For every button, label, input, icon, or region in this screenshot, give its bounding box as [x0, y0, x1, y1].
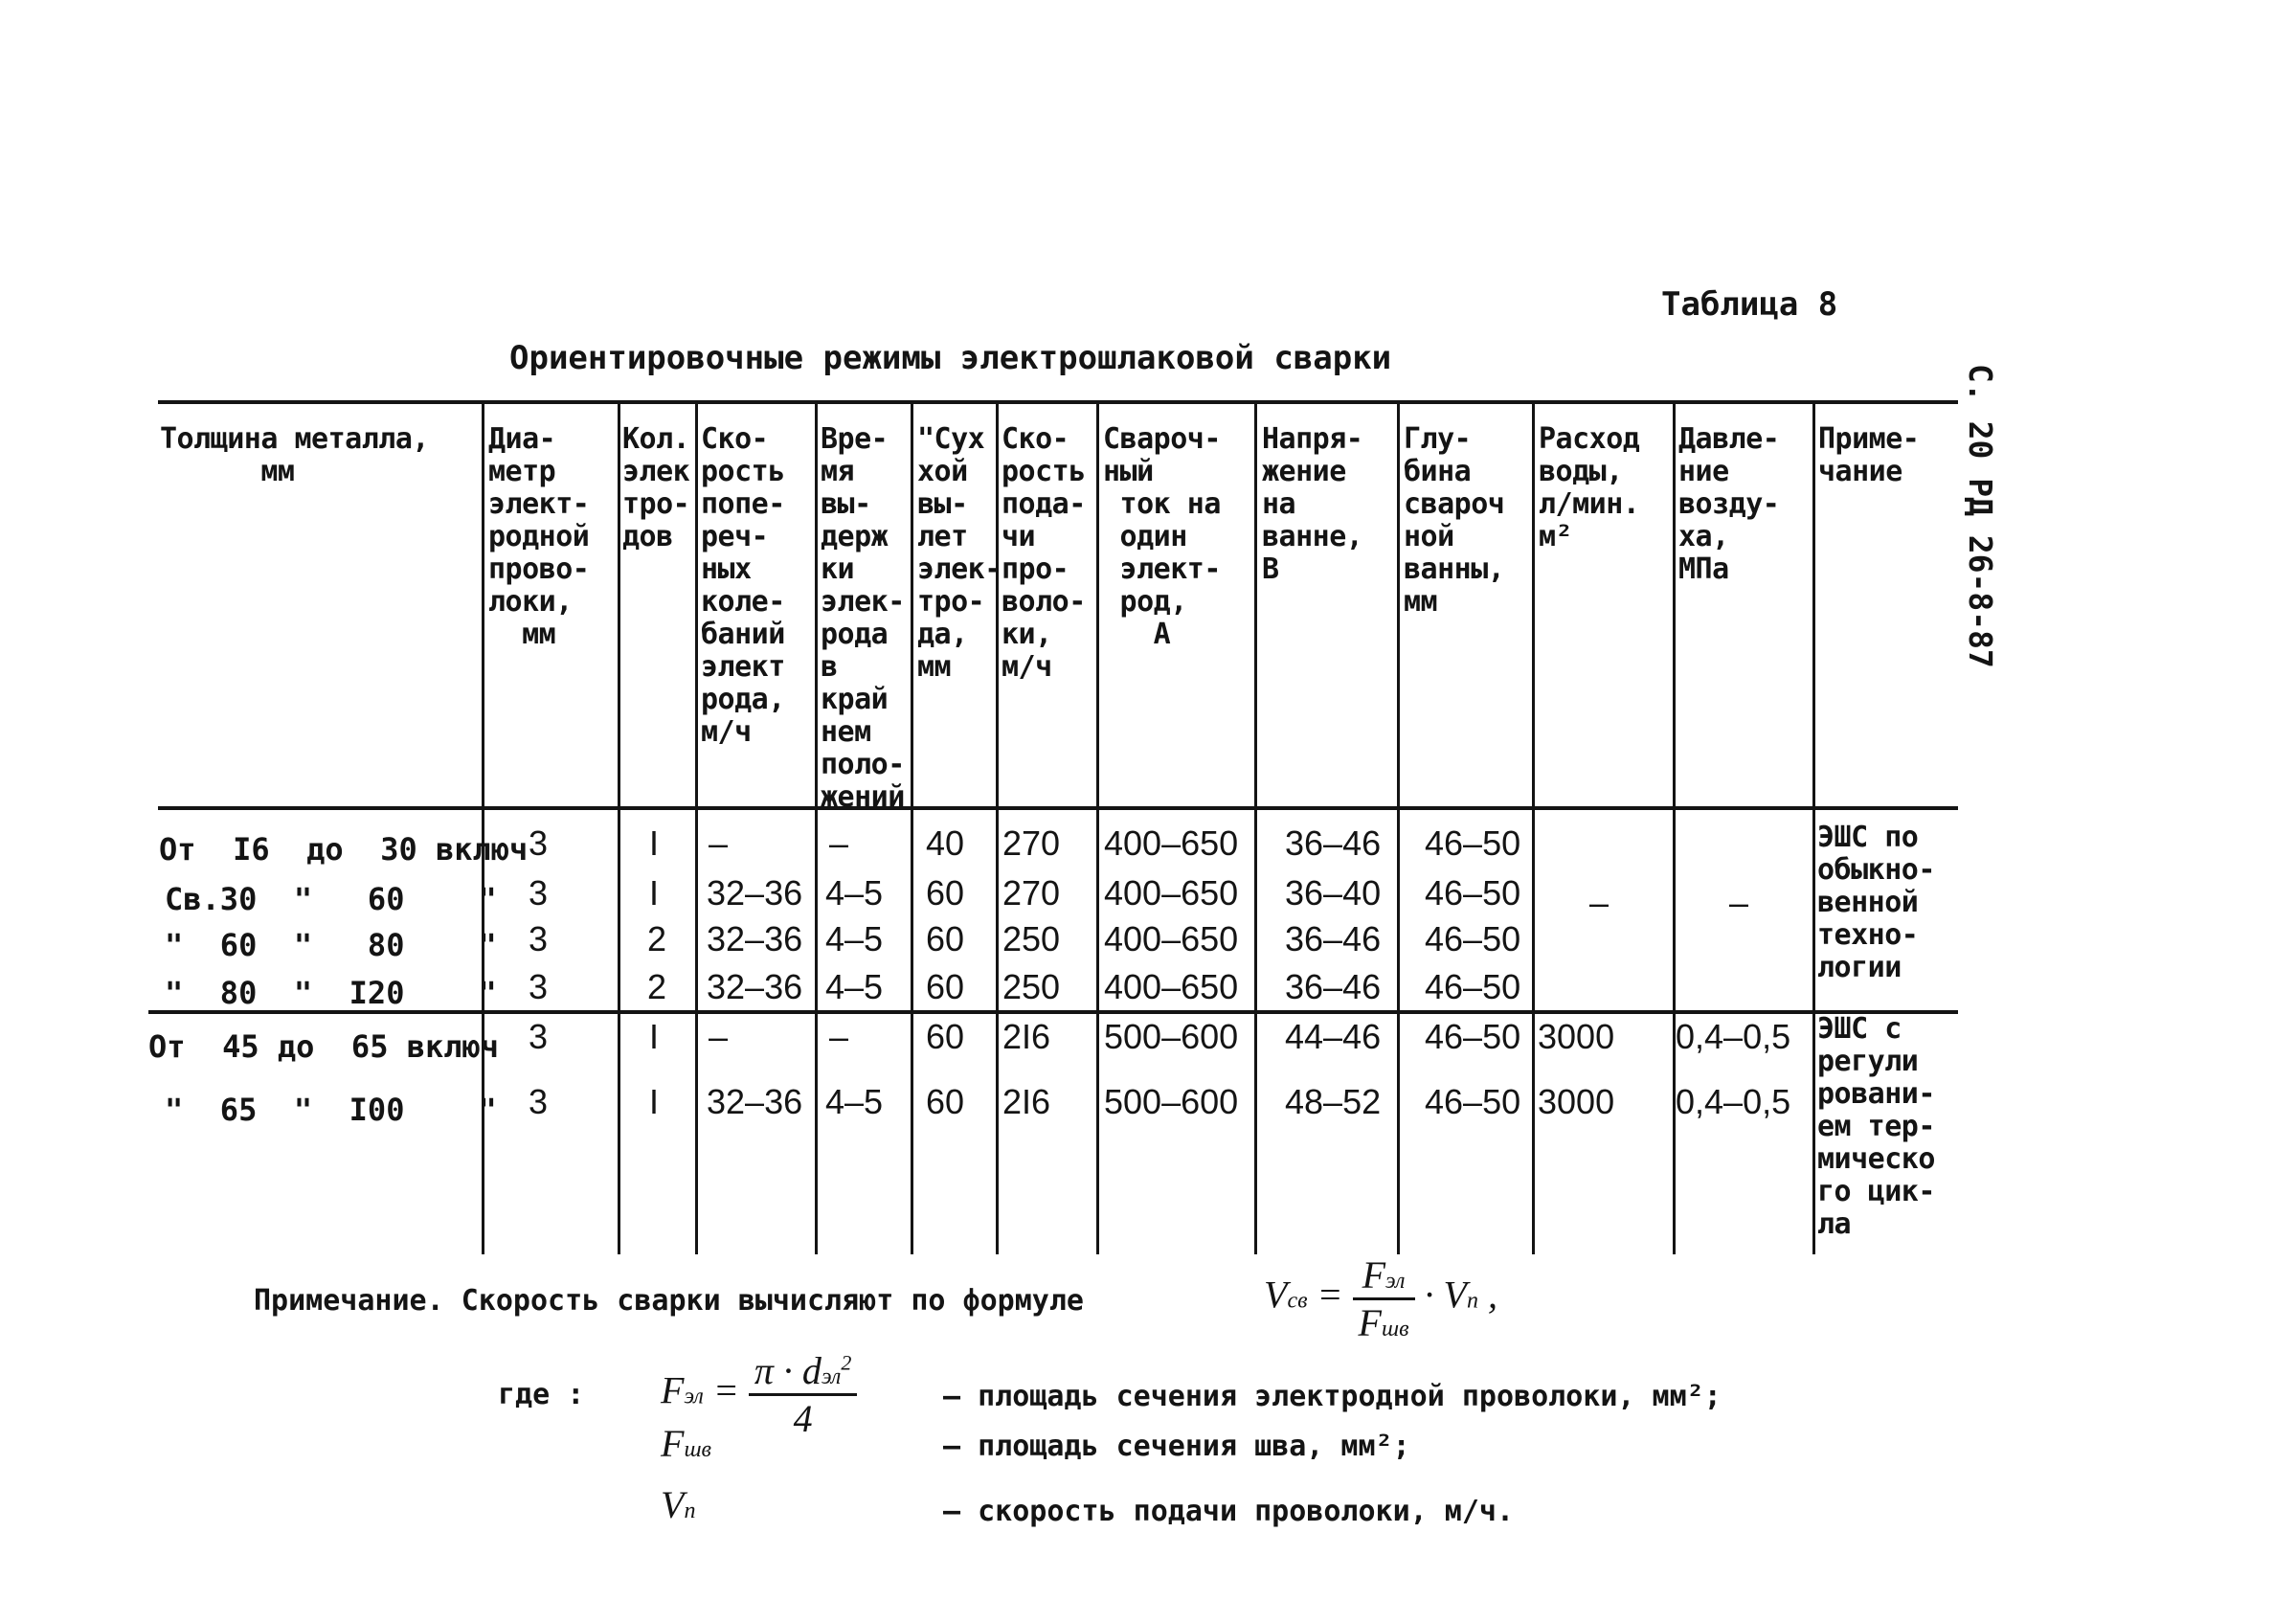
cell-feed: 250	[1002, 919, 1061, 958]
cell-thickness: " 65 " I00 "	[165, 1092, 497, 1128]
cell-current: 400–650	[1104, 919, 1239, 958]
cell-dwell: 4–5	[825, 1082, 884, 1121]
cell-feed: 2I6	[1002, 1082, 1051, 1121]
cell-count: I	[649, 823, 660, 863]
cell-current: 400–650	[1104, 967, 1239, 1006]
cell-current: 500–600	[1104, 1017, 1239, 1056]
cell-voltage: 44–46	[1285, 1017, 1382, 1056]
cell-count: 2	[647, 919, 667, 958]
cell-diameter: 3	[529, 1017, 549, 1056]
cell-note-group2: ЭШС с регули ровани- ем тер- мическо го цик- ла	[1817, 1012, 1935, 1241]
cell-thickness: От I6 до 30 включ	[159, 831, 529, 868]
header-feed-speed: Ско- рость пода- чи про- воло- ки, м/ч	[1002, 422, 1086, 684]
cell-oscillation: –	[709, 1017, 729, 1056]
note-text: Примечание. Скорость сварки вычисляют по формуле	[254, 1284, 1084, 1318]
column-rule	[1812, 402, 1815, 1254]
cell-feed: 2I6	[1002, 1017, 1051, 1056]
cell-diameter: 3	[529, 1082, 549, 1121]
column-rule	[1397, 402, 1400, 1254]
header-voltage: Напря- жение на ванне, В	[1262, 422, 1363, 586]
cell-stickout: 60	[926, 1017, 965, 1056]
cell-thickness: Св.30 " 60 "	[165, 881, 497, 917]
column-rule	[1673, 402, 1676, 1254]
header-pool-depth: Глу- бина свароч ной ванны, мм	[1404, 422, 1505, 619]
column-rule	[1254, 402, 1257, 1254]
cell-current: 500–600	[1104, 1082, 1239, 1121]
cell-dwell: 4–5	[825, 967, 884, 1006]
cell-current: 400–650	[1104, 823, 1239, 863]
cell-diameter: 3	[529, 823, 549, 863]
cell-voltage: 36–40	[1285, 873, 1382, 913]
cell-diameter: 3	[529, 919, 549, 958]
cell-feed: 250	[1002, 967, 1061, 1006]
cell-water: 3000	[1538, 1017, 1615, 1056]
cell-diameter: 3	[529, 873, 549, 913]
header-water-flow: Расход воды, л/мин. м²	[1539, 422, 1640, 553]
header-wire-diameter: Диа- метр элект- родной прово- локи, мм	[488, 422, 590, 651]
legend-wire-area: – площадь сечения электродной проволоки, мм²;	[943, 1380, 1722, 1413]
header-dry-stickout: "Сух хой вы- лет элек- тро- да, мм	[917, 422, 1002, 684]
cell-depth: 46–50	[1425, 1017, 1521, 1056]
table-top-rule	[158, 400, 1958, 404]
cell-water-group1: –	[1589, 883, 1609, 922]
table-title: Ориентировочные режимы электрошлаковой сварки	[509, 339, 1392, 377]
cell-thickness: От 45 до 65 включ	[148, 1028, 500, 1065]
cell-count: 2	[647, 967, 667, 1006]
cell-oscillation: 32–36	[707, 919, 803, 958]
cell-depth: 46–50	[1425, 1082, 1521, 1121]
speed-formula: Vсв = $\frac{\text{Fэл}}{\text{Fшв}}$ · Vп ,	[1264, 1253, 1497, 1344]
cell-feed: 270	[1002, 823, 1061, 863]
cell-oscillation: –	[709, 823, 729, 863]
header-bottom-rule	[158, 806, 1958, 810]
cell-air-group1: –	[1729, 883, 1749, 922]
cell-air: 0,4–0,5	[1676, 1082, 1791, 1121]
legend-seam-area: – площадь сечения шва, мм²;	[943, 1430, 1410, 1463]
cell-water: 3000	[1538, 1082, 1615, 1121]
cell-depth: 46–50	[1425, 823, 1521, 863]
cell-voltage: 36–46	[1285, 823, 1382, 863]
cell-oscillation: 32–36	[707, 967, 803, 1006]
cell-thickness: " 80 " I20 "	[165, 975, 497, 1011]
seam-area-symbol: Fшв	[661, 1422, 711, 1465]
column-rule	[911, 402, 913, 1254]
column-rule	[1096, 402, 1099, 1254]
cell-depth: 46–50	[1425, 919, 1521, 958]
cell-count: I	[649, 873, 660, 913]
header-current: Свароч- ный ток на один элект- род, А	[1103, 422, 1221, 651]
table-label: Таблица 8	[1661, 285, 1838, 324]
cell-voltage: 36–46	[1285, 967, 1382, 1006]
column-rule	[695, 402, 698, 1254]
feed-speed-symbol: Vп	[661, 1483, 696, 1526]
header-note: Приме- чание	[1818, 422, 1920, 488]
cell-stickout: 60	[926, 1082, 965, 1121]
area-formula: Fэл = $\frac{\pi \cdot dэл^2}{4}$	[661, 1348, 857, 1441]
cell-feed: 270	[1002, 873, 1061, 913]
cell-count: I	[649, 1017, 660, 1056]
cell-dwell: –	[829, 1017, 849, 1056]
cell-current: 400–650	[1104, 873, 1239, 913]
legend-feed-speed: – скорость подачи проволоки, м/ч.	[943, 1495, 1515, 1528]
cell-count: I	[649, 1082, 660, 1121]
cell-oscillation: 32–36	[707, 873, 803, 913]
cell-depth: 46–50	[1425, 873, 1521, 913]
where-label: где :	[498, 1378, 585, 1411]
cell-note-group1: ЭШС по обыкно- венной техно- логии	[1817, 821, 1935, 984]
cell-dwell: 4–5	[825, 873, 884, 913]
cell-stickout: 60	[926, 919, 965, 958]
cell-depth: 46–50	[1425, 967, 1521, 1006]
cell-voltage: 48–52	[1285, 1082, 1382, 1121]
column-rule	[618, 402, 620, 1254]
cell-voltage: 36–46	[1285, 919, 1382, 958]
cell-oscillation: 32–36	[707, 1082, 803, 1121]
column-rule	[1532, 402, 1535, 1254]
header-electrode-count: Кол. элек тро- дов	[622, 422, 690, 553]
header-oscillation-speed: Ско- рость попе- реч- ных коле- баний элект рода, м/ч	[701, 422, 785, 749]
cell-stickout: 60	[926, 873, 965, 913]
cell-dwell: 4–5	[825, 919, 884, 958]
header-dwell-time: Вре- мя вы- держ ки элек- рода в край нем поло- жений	[821, 422, 905, 814]
cell-diameter: 3	[529, 967, 549, 1006]
header-thickness: Толщина металла, мм	[160, 422, 429, 488]
cell-thickness: " 60 " 80 "	[165, 927, 497, 963]
column-rule	[815, 402, 818, 1254]
header-air-pressure: Давле- ние возду- ха, МПа	[1678, 422, 1780, 586]
page-number: С. 20 РД 26-8-87	[1962, 364, 1999, 668]
cell-dwell: –	[829, 823, 849, 863]
cell-stickout: 40	[926, 823, 965, 863]
cell-air: 0,4–0,5	[1676, 1017, 1791, 1056]
cell-stickout: 60	[926, 967, 965, 1006]
